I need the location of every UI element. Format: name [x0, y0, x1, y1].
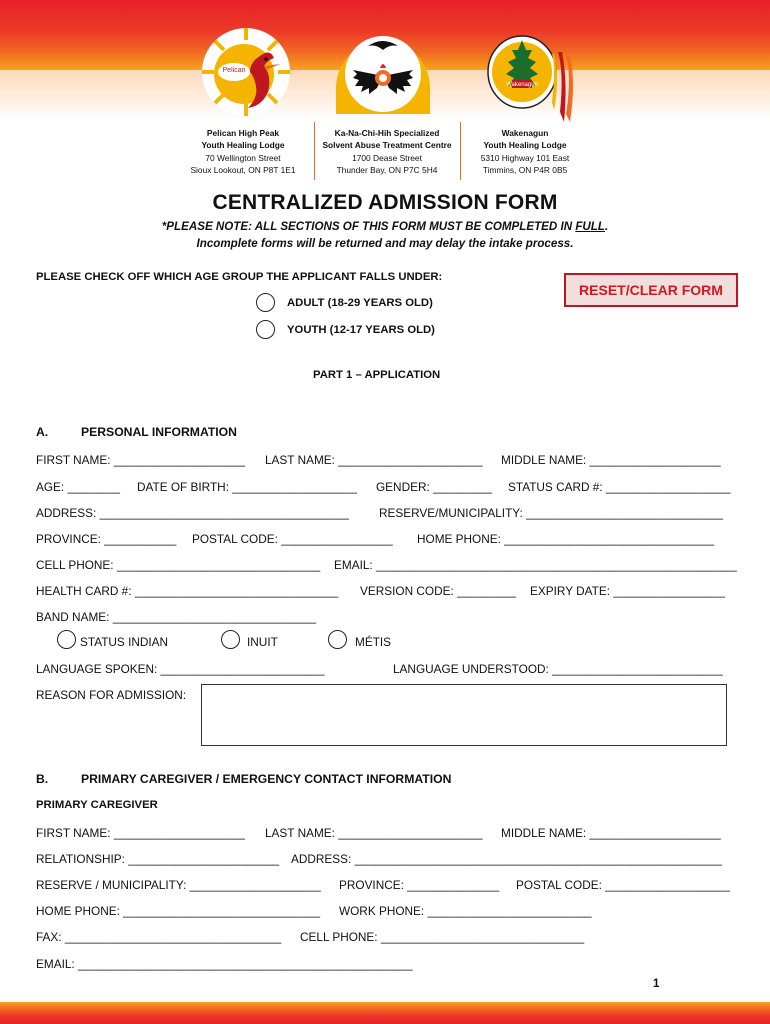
province-field[interactable]: PROVINCE: ___________	[36, 532, 177, 546]
caregiver-province-field[interactable]: PROVINCE: ______________	[339, 878, 500, 892]
section-b-title: PRIMARY CAREGIVER / EMERGENCY CONTACT INFORMATION	[81, 772, 452, 786]
cell-phone-field[interactable]: CELL PHONE: _______________________________	[36, 558, 321, 572]
age-youth-label: YOUTH (12-17 YEARS OLD)	[287, 324, 435, 336]
org-address-line1: 1700 Dease Street	[352, 152, 422, 163]
caregiver-first-name-field[interactable]: FIRST NAME: ____________________	[36, 826, 245, 840]
inuit-label: INUIT	[247, 635, 278, 649]
page-number: 1	[653, 978, 660, 990]
pelican-logo	[200, 26, 296, 116]
org-address-line1: 5310 Highway 101 East	[480, 152, 570, 163]
caregiver-relationship-field[interactable]: RELATIONSHIP: _______________________	[36, 852, 280, 866]
primary-caregiver-heading: PRIMARY CAREGIVER	[36, 799, 158, 811]
radio-inuit[interactable]	[221, 630, 240, 649]
email-field[interactable]: EMAIL: _______________________________________________________	[334, 558, 737, 572]
org-pelican-info	[168, 127, 318, 176]
radio-youth[interactable]	[256, 320, 275, 339]
part-1-heading: PART 1 – APPLICATION	[313, 369, 441, 381]
org-name-line1: Ka-Na-Chi-Hih Specialized	[334, 128, 440, 138]
postal-code-field[interactable]: POSTAL CODE: _________________	[192, 532, 393, 546]
org-name-line1: Wakenagun	[501, 128, 549, 138]
org-wakenagun-info	[450, 127, 600, 176]
gender-field[interactable]: GENDER: _________	[376, 480, 493, 494]
section-b-letter: B.	[36, 772, 49, 786]
caregiver-postal-code-field[interactable]: POSTAL CODE: ___________________	[516, 878, 730, 892]
org-name-line2: Youth Healing Lodge	[201, 140, 285, 151]
pelican-logo-text: Pelican	[222, 67, 246, 74]
radio-metis[interactable]	[328, 630, 347, 649]
form-title: CENTRALIZED ADMISSION FORM	[212, 191, 558, 214]
note-text-end: .	[604, 220, 609, 233]
note-text: *PLEASE NOTE: ALL SECTIONS OF THIS FORM MUST BE COMPLETED IN	[161, 220, 576, 233]
ka-na-chi-hih-logo	[328, 18, 438, 114]
caregiver-reserve-field[interactable]: RESERVE / MUNICIPALITY: ____________________	[36, 878, 321, 892]
section-a-title: PERSONAL INFORMATION	[81, 425, 237, 439]
caregiver-work-phone-field[interactable]: WORK PHONE: _________________________	[339, 904, 592, 918]
wakenagun-logo-text: Wakenagun	[506, 82, 538, 88]
caregiver-middle-name-field[interactable]: MIDDLE NAME: ____________________	[501, 826, 721, 840]
age-group-label: PLEASE CHECK OFF WHICH AGE GROUP THE APPLICANT FALLS UNDER:	[36, 271, 443, 283]
org-name-line1: Pelican High Peak	[206, 128, 280, 138]
reset-clear-form-button[interactable]: RESET/CLEAR FORM	[564, 273, 738, 307]
form-note-line1	[0, 220, 770, 233]
caregiver-address-field[interactable]: ADDRESS: ________________________________________________________	[291, 852, 722, 866]
wakenagun-logo	[482, 22, 578, 132]
form-note-line2: Incomplete forms will be returned and may delay the intake process.	[196, 237, 574, 250]
address-field[interactable]: ADDRESS: ______________________________________	[36, 506, 349, 520]
expiry-date-field[interactable]: EXPIRY DATE: _________________	[530, 584, 725, 598]
org-name-line2: Youth Healing Lodge	[483, 140, 567, 151]
bottom-color-band	[0, 1002, 770, 1024]
note-emphasis: FULL	[575, 220, 605, 233]
org-address-line2: Thunder Bay, ON P7C 5H4	[336, 164, 438, 175]
caregiver-fax-field[interactable]: FAX: _________________________________	[36, 930, 282, 944]
org-kanachihih-info	[310, 127, 464, 176]
caregiver-cell-phone-field[interactable]: CELL PHONE: _______________________________	[300, 930, 585, 944]
radio-adult[interactable]	[256, 293, 275, 312]
caregiver-last-name-field[interactable]: LAST NAME: ______________________	[265, 826, 483, 840]
status-indian-label: STATUS INDIAN	[80, 635, 169, 649]
org-address-line2: Sioux Lookout, ON P8T 1E1	[190, 164, 296, 175]
org-name-line2: Solvent Abuse Treatment Centre	[322, 140, 452, 151]
language-spoken-field[interactable]: LANGUAGE SPOKEN: _________________________	[36, 662, 325, 676]
radio-status-indian[interactable]	[57, 630, 76, 649]
reason-for-admission-textarea[interactable]	[201, 684, 727, 746]
status-card-field[interactable]: STATUS CARD #: ___________________	[508, 480, 731, 494]
section-a-letter: A.	[36, 425, 49, 439]
version-code-field[interactable]: VERSION CODE: _________	[360, 584, 517, 598]
age-adult-label: ADULT (18-29 YEARS OLD)	[287, 297, 433, 309]
org-address-line2: Timmins, ON P4R 0B5	[482, 164, 568, 175]
reason-for-admission-label: REASON FOR ADMISSION:	[36, 688, 187, 702]
reserve-municipality-field[interactable]: RESERVE/MUNICIPALITY: ______________________________	[379, 506, 723, 520]
caregiver-home-phone-field[interactable]: HOME PHONE: ______________________________	[36, 904, 321, 918]
band-name-field[interactable]: BAND NAME: _______________________________	[36, 610, 317, 624]
org-address-line1: 70 Wellington Street	[205, 152, 281, 163]
health-card-field[interactable]: HEALTH CARD #: _______________________________	[36, 584, 339, 598]
date-of-birth-field[interactable]: DATE OF BIRTH: ___________________	[137, 480, 357, 494]
last-name-field[interactable]: LAST NAME: ______________________	[265, 453, 483, 467]
middle-name-field[interactable]: MIDDLE NAME: ____________________	[501, 453, 721, 467]
caregiver-email-field[interactable]: EMAIL: ___________________________________________________	[36, 957, 413, 971]
age-field[interactable]: AGE: ________	[36, 480, 120, 494]
language-understood-field[interactable]: LANGUAGE UNDERSTOOD: __________________________	[393, 662, 723, 676]
metis-label: MÉTIS	[355, 635, 392, 649]
first-name-field[interactable]: FIRST NAME: ____________________	[36, 453, 245, 467]
home-phone-field[interactable]: HOME PHONE: ________________________________	[417, 532, 715, 546]
